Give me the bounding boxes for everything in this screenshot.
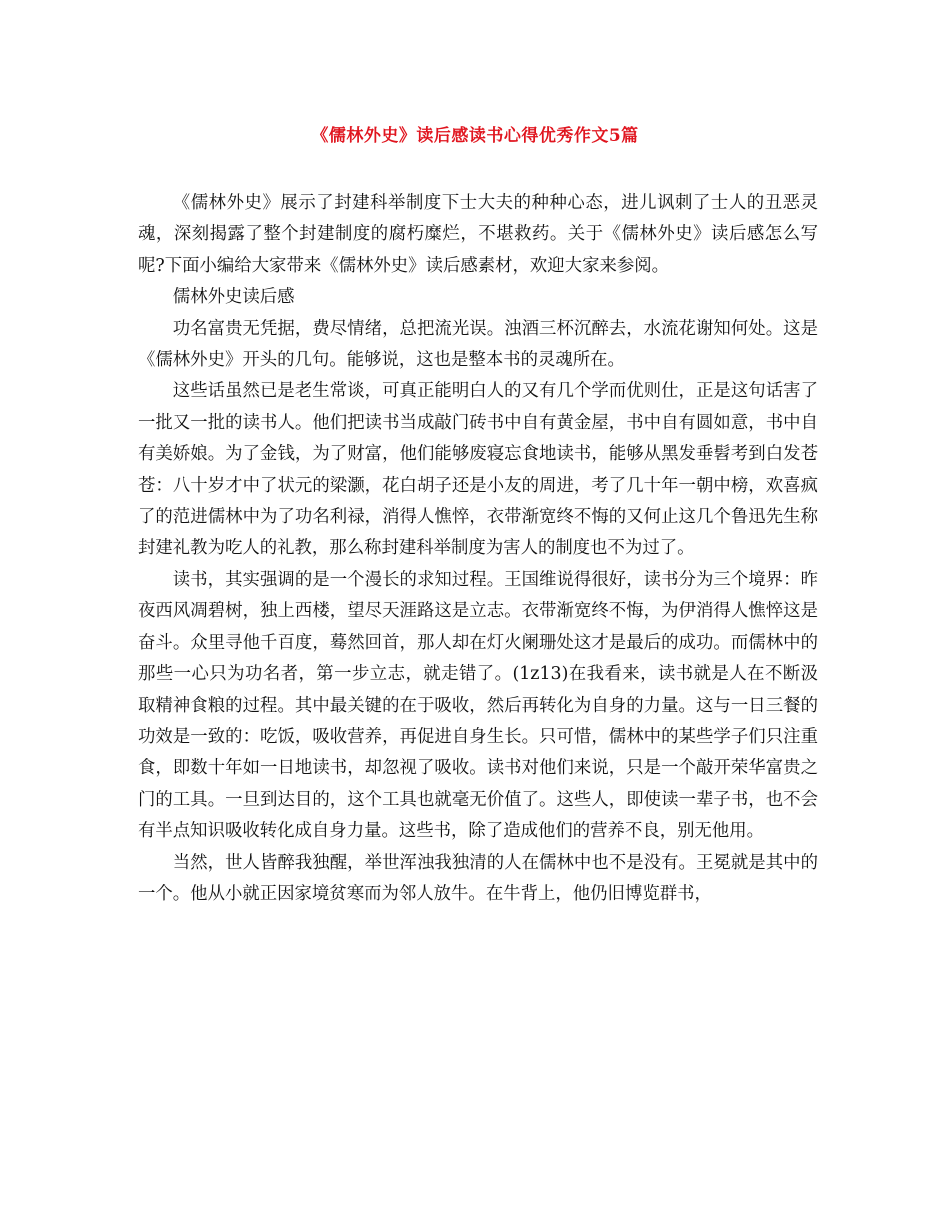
paragraph-intro: 《儒林外史》展示了封建科举制度下士大夫的种种心态，进儿讽刺了士人的丑恶灵魂，深刻揭露了整个封建制度的腐朽糜烂，不堪救药。关于《儒林外史》读后感怎么写呢?下面小编给大家带来《儒林外史》读后感素材，欢迎大家来参阅。 [138, 193, 818, 276]
paragraph-scholars: 这些话虽然已是老生常谈，可真正能明白人的又有几个学而优则仕，正是这句话害了一批又一批的读书人。他们把读书当成敲门砖书中自有黄金屋，书中自有圆如意，书中自有美娇娘。为了金钱，为了财富，他们能够废寝忘食地读书，能够从黑发垂髫考到白发苍苍：八十岁才中了状元的梁灏，花白胡子还是小友的周进，考了几十年一朝中榜，欢喜疯了的范进儒林中为了功名利禄，消得人憔悴，衣带渐宽终不悔的又何止这几个鲁迅先生称封建礼教为吃人的礼教，那么称封建科举制度为害人的制度也不为过了。 [138, 381, 818, 559]
paragraph-wangmian: 当然，世人皆醉我独醒，举世浑浊我独清的人在儒林中也不是没有。王冕就是其中的一个。他从小就正因家境贫寒而为邻人放牛。在牛背上，他仍旧博览群书， [138, 852, 818, 904]
document-title: 《儒林外史》读后感读书心得优秀作文5篇 [311, 126, 639, 146]
section-heading: 儒林外史读后感 [172, 287, 295, 308]
paragraph-opening-verse: 功名富贵无凭据，费尽情绪，总把流光误。浊酒三杯沉醉去，水流花谢知何处。这是《儒林外史》开头的几句。能够说，这也是整本书的灵魂所在。 [138, 318, 818, 371]
document-body [138, 188, 818, 910]
paragraph-reading: 读书，其实强调的是一个漫长的求知过程。王国维说得很好，读书分为三个境界：昨夜西风凋碧树，独上西楼，望尽天涯路这是立志。衣带渐宽终不悔，为伊消得人憔悴这是奋斗。众里寻他千百度，蓦然回首，那人却在灯火阑珊处这才是最后的成功。而儒林中的那些一心只为功名者，第一步立志，就走错了。(1z13)在我看来，读书就是人在不断汲取精神食粮的过程。其中最关键的在于吸收，然后再转化为自身的力量。这与一日三餐的功效是一致的：吃饭，吸收营养，再促进自身生长。只可惜，儒林中的某些学子们只注重食，即数十年如一日地读书，却忽视了吸收。读书对他们来说，只是一个敲开荣华富贵之门的工具。一旦到达目的，这个工具也就毫无价值了。这些人，即使读一辈子书，也不会有半点知识吸收转化成自身力量。这些书，除了造成他们的营养不良，别无他用。 [138, 569, 818, 842]
